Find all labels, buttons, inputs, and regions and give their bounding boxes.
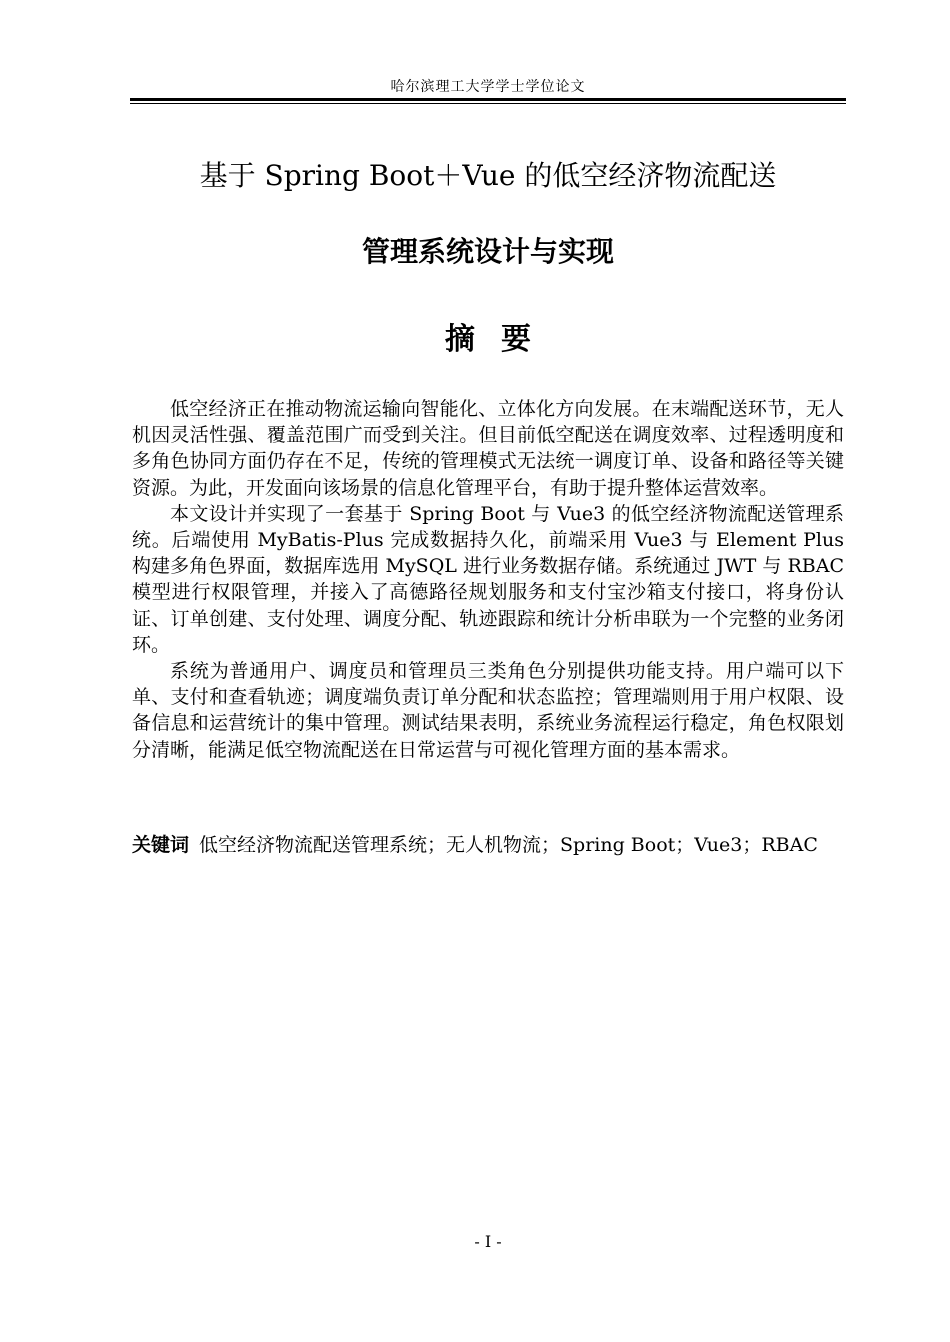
thesis-title-line-1: 基于 Spring Boot＋Vue 的低空经济物流配送	[199, 159, 777, 192]
page-number: - I -	[474, 1232, 502, 1251]
thesis-title-line-2: 管理系统设计与实现	[361, 235, 614, 268]
keywords-line	[132, 832, 844, 858]
header-rule-thin	[130, 103, 846, 104]
running-header: 哈尔滨理工大学学士学位论文	[390, 79, 586, 95]
abstract-paragraph-2: 本文设计并实现了一套基于 Spring Boot 与 Vue3 的低空经济物流配送管理系统。后端使用 MyBatis-Plus 完成数据持久化，前端采用 Vue3 与 Element Plus 构建多角色界面，数据库选用 MySQL 进行业务数据存储。系统通过 JWT 与 RBAC 模型进行权限管理，并接入了高德路径规划服务和支付宝沙箱支付接口，将身份认证、订单创建、支付处理、调度分配、轨迹跟踪和统计分析串联为一个完整的业务闭环。	[132, 502, 844, 656]
keywords-text: 低空经济物流配送管理系统；无人机物流；Spring Boot；Vue3；RBAC	[199, 834, 818, 856]
abstract-body	[132, 396, 844, 763]
abstract-paragraph-1: 低空经济正在推动物流运输向智能化、立体化方向发展。在末端配送环节，无人机因灵活性强、覆盖范围广而受到关注。但目前低空配送在调度效率、过程透明度和多角色协同方面仍存在不足，传统的管理模式无法统一调度订单、设备和路径等关键资源。为此，开发面向该场景的信息化管理平台，有助于提升整体运营效率。	[132, 398, 844, 499]
header-rule-thick	[130, 98, 846, 101]
abstract-heading: 摘要	[445, 322, 557, 357]
keywords-label: 关键词	[132, 834, 190, 856]
abstract-paragraph-3: 系统为普通用户、调度员和管理员三类角色分别提供功能支持。用户端可以下单、支付和查看轨迹；调度端负责订单分配和状态监控；管理端则用于用户权限、设备信息和运营统计的集中管理。测试结果表明，系统业务流程运行稳定，角色权限划分清晰，能满足低空物流配送在日常运营与可视化管理方面的基本需求。	[132, 660, 844, 761]
